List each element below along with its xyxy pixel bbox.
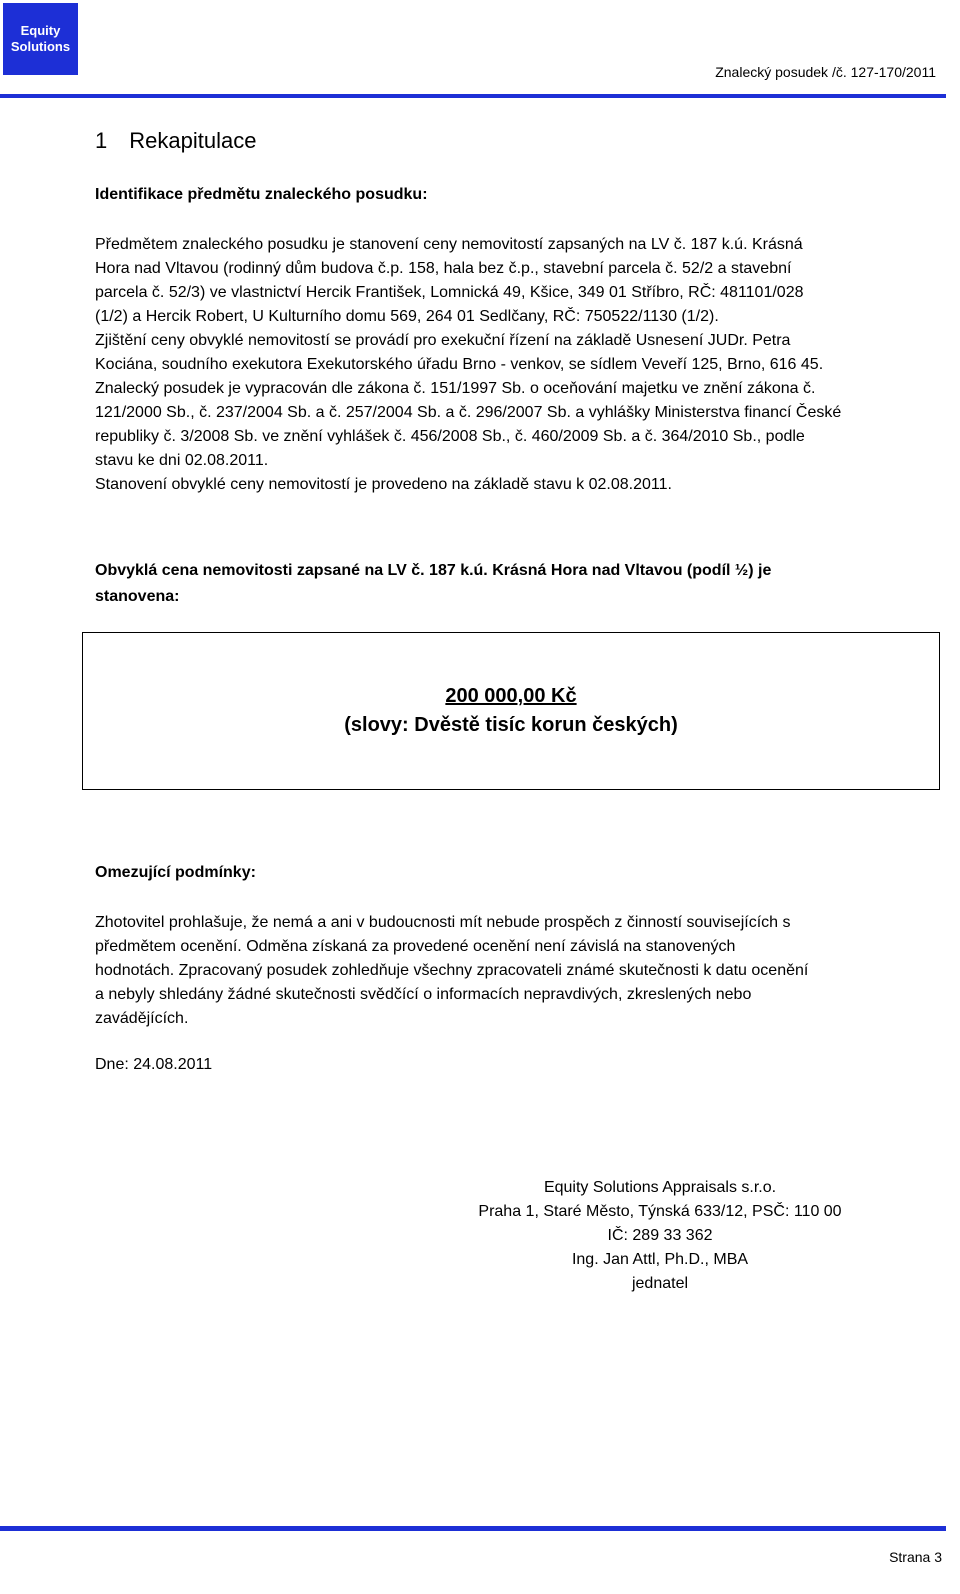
company-logo (3, 3, 78, 75)
page-number: Strana 3 (889, 1549, 942, 1565)
price-heading-line: stanovena: (95, 588, 180, 605)
identification-line: republiky č. 3/2008 Sb. ve znění vyhlášek č. 456/2008 Sb., č. 460/2009 Sb. a č. 364/2010 Sb., podle (95, 428, 805, 445)
conditions-line: a nebyly shledány žádné skutečnosti svědčící o informacích nepravdivých, zkreslených nebo (95, 986, 752, 1003)
identification-line: Hora nad Vltavou (rodinný dům budova č.p. 158, hala bez č.p., stavební parcela č. 52/2 a stavební (95, 260, 792, 277)
identification-line: 121/2000 Sb., č. 237/2004 Sb. a č. 257/2004 Sb. a č. 296/2007 Sb. a vyhlášky Ministerstva financí České (95, 404, 842, 421)
conditions-line: hodnotách. Zpracovaný posudek zohledňuje všechny zpracovateli známé skutečnosti k datu ocenění (95, 962, 809, 979)
section-number: 1 (95, 128, 108, 153)
document-date: Dne: 24.08.2011 (95, 1056, 213, 1073)
identification-line: (1/2) a Hercik Robert, U Kulturního domu 569, 264 01 Sedlčany, RČ: 750522/1130 (1/2). (95, 308, 719, 325)
logo-line-1: Equity (20, 23, 61, 38)
conditions-heading: Omezující podmínky: (95, 864, 256, 881)
price-box (82, 632, 940, 790)
identification-line: stavu ke dni 02.08.2011. (95, 452, 269, 469)
footer-divider (0, 1526, 946, 1531)
signature-block (455, 1176, 865, 1296)
price-heading (95, 558, 930, 610)
identification-line: Stanovení obvyklé ceny nemovitostí je provedeno na základě stavu k 02.08.2011. (95, 476, 672, 493)
signature-company: Equity Solutions Appraisals s.r.o. (543, 1179, 777, 1196)
conditions-text (95, 911, 930, 1031)
price-amount: 200 000,00 Kč (445, 685, 577, 707)
header-reference: Znalecký posudek /č. 127-170/2011 (715, 64, 936, 80)
identification-line: Kociána, soudního exekutora Exekutorského úřadu Brno - venkov, se sídlem Veveří 125, Brno, 616 45. (95, 356, 824, 373)
identification-line: Zjištění ceny obvyklé nemovitostí se provádí pro exekuční řízení na základě Usnesení JUDr. Petra (95, 332, 791, 349)
identification-heading: Identifikace předmětu znaleckého posudku: (95, 186, 428, 203)
signature-role: jednatel (631, 1275, 689, 1292)
conditions-line: zavádějících. (95, 1010, 189, 1027)
conditions-line: předmětem ocenění. Odměna získaná za provedené ocenění není závislá na stanovených (95, 938, 736, 955)
logo-line-2: Solutions (10, 39, 71, 54)
signature-ico: IČ: 289 33 362 (607, 1227, 713, 1244)
signature-name: Ing. Jan Attl, Ph.D., MBA (571, 1251, 749, 1268)
signature-address: Praha 1, Staré Město, Týnská 633/12, PSČ: 110 00 (478, 1203, 842, 1220)
identification-line: parcela č. 52/3) ve vlastnictví Hercik František, Lomnická 49, Kšice, 349 01 Stříbro, RČ: 481101/028 (95, 284, 804, 301)
section-title: Rekapitulace (129, 128, 257, 153)
price-heading-line: Obvyklá cena nemovitosti zapsané na LV č. 187 k.ú. Krásná Hora nad Vltavou (podíl ½) je (95, 562, 772, 579)
identification-text (95, 233, 930, 497)
section-heading (95, 128, 256, 154)
price-in-words: (slovy: Dvěstě tisíc korun českých) (344, 714, 678, 736)
identification-line: Předmětem znaleckého posudku je stanovení ceny nemovitostí zapsaných na LV č. 187 k.ú. Krásná (95, 236, 803, 253)
header-divider (0, 94, 946, 98)
conditions-line: Zhotovitel prohlašuje, že nemá a ani v budoucnosti mít nebude prospěch z činností souvisejících s (95, 914, 791, 931)
identification-line: Znalecký posudek je vypracován dle zákona č. 151/1997 Sb. o oceňování majetku ve znění zákona č. (95, 380, 816, 397)
